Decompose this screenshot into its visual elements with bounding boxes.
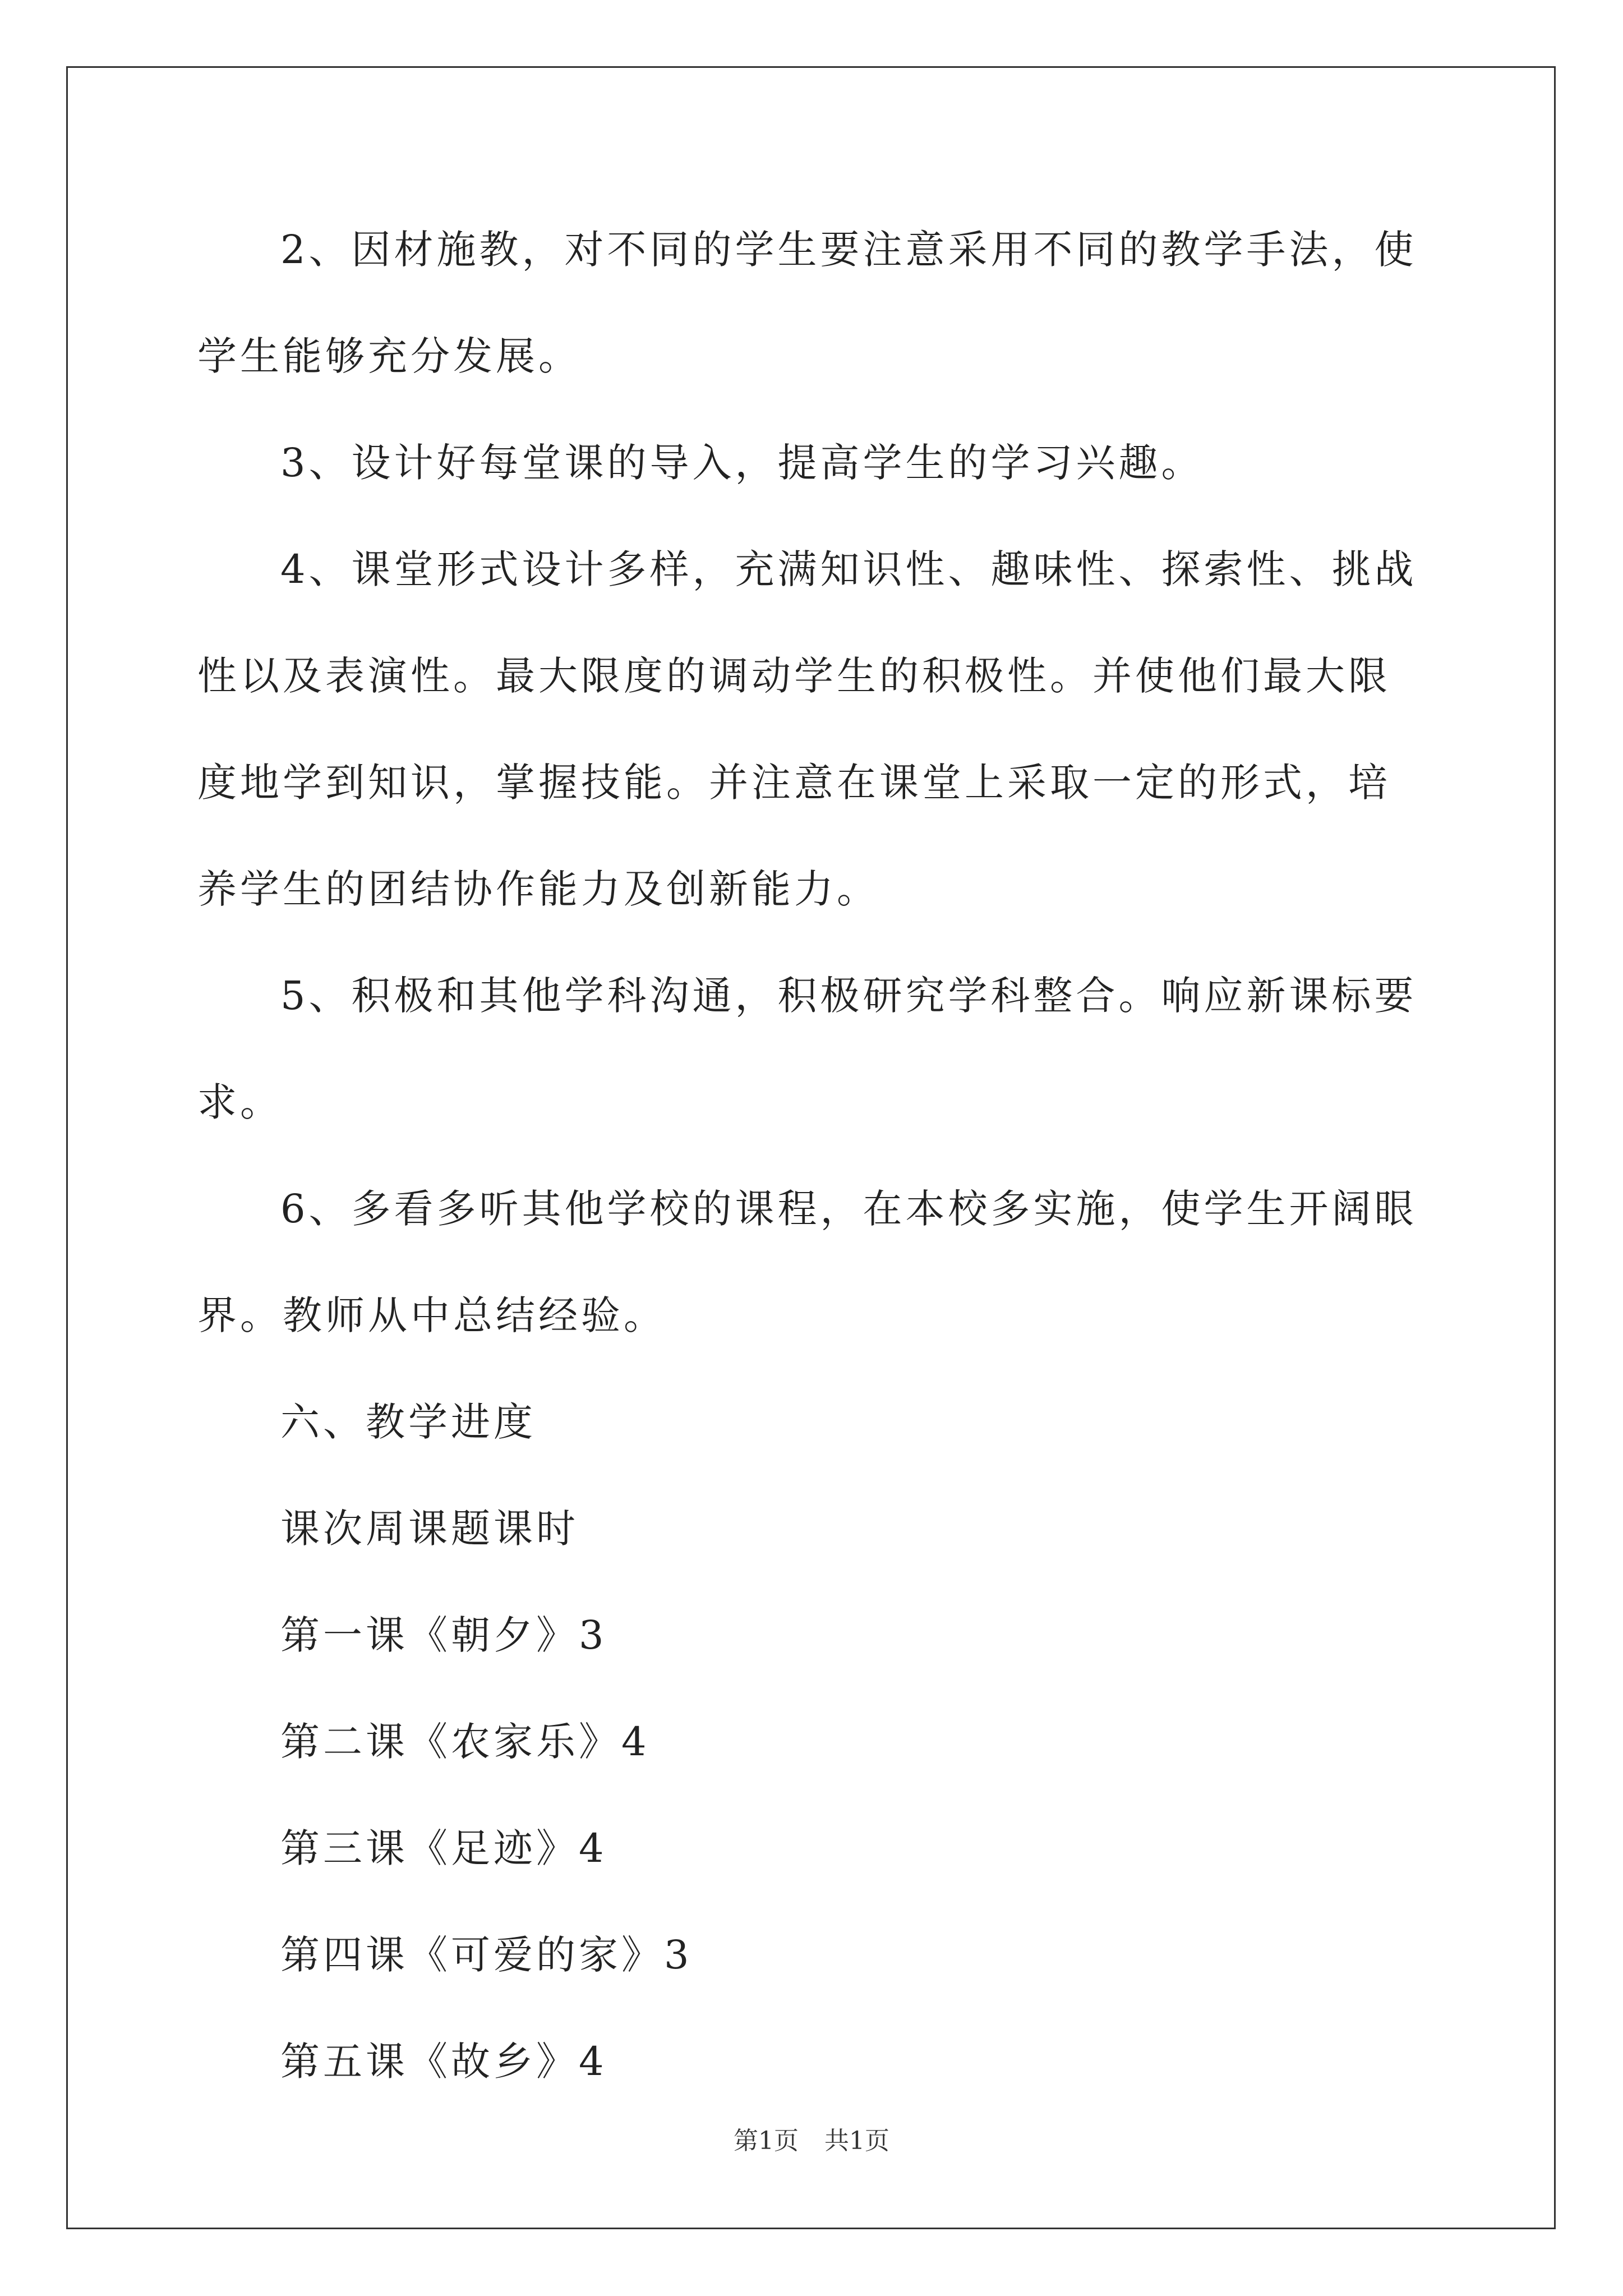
schedule-header: 课次周课题课时: [280, 1506, 579, 1552]
schedule-item: 第五课《故乡》4: [280, 2039, 607, 2085]
schedule-item: 第一课《朝夕》3: [280, 1612, 607, 1658]
schedule-item: 第三课《足迹》4: [280, 1825, 607, 1871]
paragraph: 2、因材施教，对不同的学生要注意采用不同的教学手法，使学生能够充分发展。: [197, 227, 1417, 379]
paragraph: 3、设计好每堂课的导入，提高学生的学习兴趣。: [280, 440, 1204, 486]
page-total: 共1页: [824, 2127, 889, 2155]
section-heading: 六、教学进度: [280, 1399, 536, 1445]
paragraph: 6、多看多听其他学校的课程，在本校多实施，使学生开阔眼界。教师从中总结经验。: [197, 1186, 1417, 1338]
schedule-item: 第二课《农家乐》4: [280, 1719, 650, 1765]
page-footer: [0, 2120, 1623, 2156]
schedule-item: 第四课《可爱的家》3: [280, 1932, 693, 1978]
paragraph: 4、课堂形式设计多样，充满知识性、趣味性、探索性、挑战性以及表演性。最大限度的调动学生的积极性。并使他们最大限度地学到知识，掌握技能。并注意在课堂上采取一定的形式，培养学生的团结协作能力及创新能力。: [197, 546, 1417, 912]
paragraph: 5、积极和其他学科沟通，积极研究学科整合。响应新课标要求。: [197, 973, 1417, 1125]
document-body: [197, 196, 1431, 2115]
page-number: 第1页: [734, 2127, 799, 2155]
